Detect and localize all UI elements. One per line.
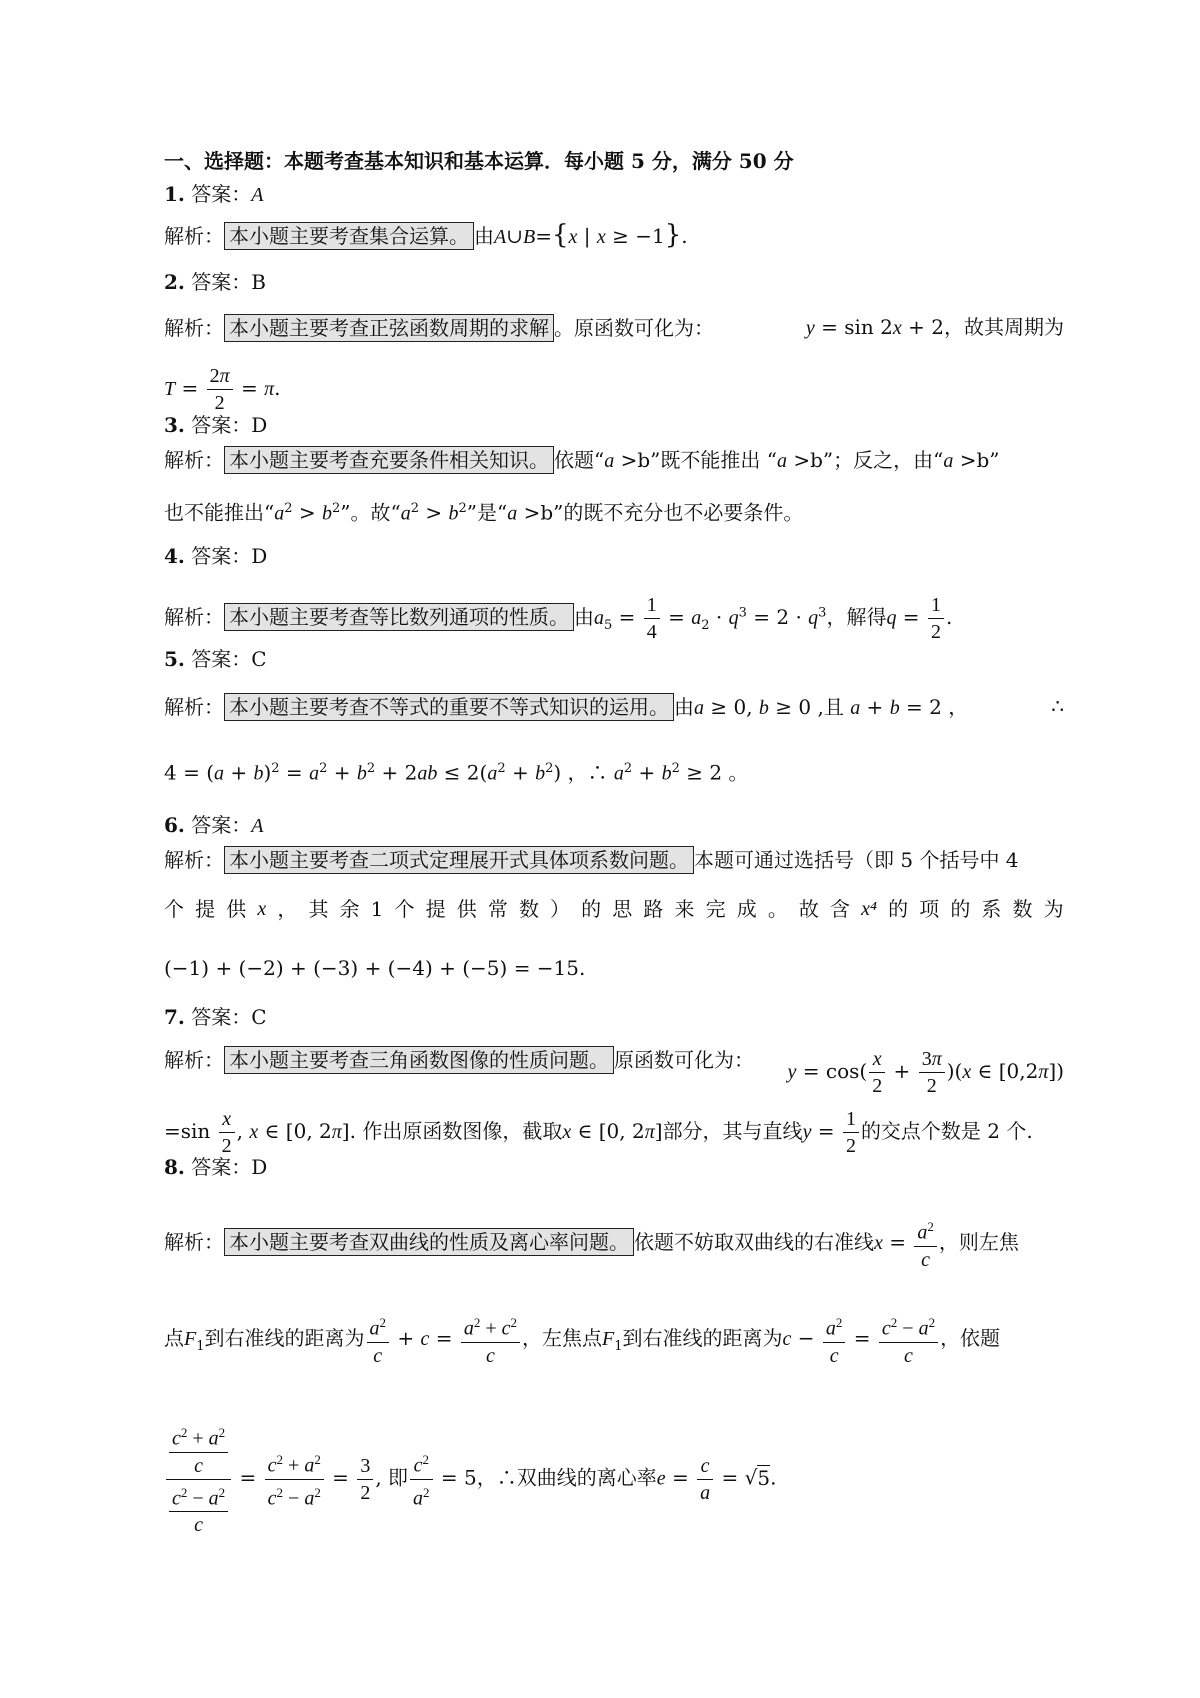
compound-fraction: $\frac{\frac{c^2 + a^2}{c}}{\frac{c^2 - a^2}{c}}$ (166, 1420, 231, 1538)
q7-analysis: 解析： 本小题主要考查三角函数图像的性质问题。 原函数可化为： y = cos( $\frac{x}{2}$ + $\frac{3\pi}{2}$ )(x ∈ [0,2π]) (164, 1048, 1064, 1097)
q6-token: 供 (456, 897, 477, 921)
q3-answer-line (164, 412, 267, 438)
q8-formula-line: $\frac{\frac{c^2 + a^2}{c}}{\frac{c^2 - a^2}{c}}$ = $\frac{c^2 + a^2}{c^2 - a^2}$ = $\frac{3}{2}$ , 即 $\frac{c^2}{a^2}$ = 5，∴双曲线的离心率e = $\frac{c}{a}$ = √5. (164, 1420, 776, 1538)
q6-token: 含 (830, 897, 851, 921)
q6-topic-box: 本小题主要考查二项式定理展开式具体项系数问题。 (224, 846, 694, 874)
fraction: $\frac{3}{2}$ (357, 1453, 373, 1506)
q1-topic-box: 本小题主要考查集合运算。 (224, 222, 474, 250)
q4-answer-line (164, 543, 267, 569)
q3-number: 3. (164, 413, 185, 437)
q5-text: 由 (674, 695, 694, 719)
q6-token: 来 (674, 897, 695, 921)
q3-text: ”；反之，由“ (822, 448, 944, 472)
analysis-label: 解析： (164, 1229, 224, 1254)
q2-text2: ，故其周期为 (944, 315, 1064, 339)
q2-analysis: 解析： 本小题主要考查正弦函数周期的求解 。原函数可化为： y = sin 2x + 2，故其周期为 (164, 315, 1064, 340)
q8-text: 即 (388, 1465, 409, 1490)
fraction: $\frac{x}{2}$ (219, 1106, 235, 1159)
q3-text: ” (989, 448, 1000, 472)
q6-number: 6. (164, 813, 185, 837)
q7-text: 部分，其与直线 (662, 1119, 803, 1143)
fraction: $\frac{c}{a}$ (697, 1453, 713, 1506)
q5-answer: C (251, 647, 267, 671)
q4-text2: ，解得 (826, 605, 887, 629)
q3-answer: D (251, 413, 268, 437)
q5-text2: 且 (823, 695, 844, 719)
answer-label: 答案： (191, 270, 252, 294)
q2-text: 。原函数可化为： (554, 316, 714, 340)
q6-token: 余 (339, 897, 360, 921)
q6-formula-line: (−1) + (−2) + (−3) + (−4) + (−5) = −15. (164, 956, 586, 980)
q5-number: 5. (164, 647, 185, 671)
q8-text: 依题不妨取双曲线的右准线 (634, 1229, 874, 1254)
fraction: $\frac{c^2}{a^2}$ (410, 1447, 433, 1511)
q6-token: ， (277, 897, 298, 921)
q6-token: 系 (981, 897, 1002, 921)
q7-topic-box: 本小题主要考查三角函数图像的性质问题。 (224, 1046, 614, 1074)
q8-text: 点 (164, 1325, 184, 1350)
q4-topic-box: 本小题主要考查等比数列通项的性质。 (224, 603, 574, 631)
q6-token: x⁴ (861, 898, 877, 920)
q3-text: 也不能推出“ (164, 500, 275, 525)
analysis-label: 解析： (164, 1048, 224, 1072)
q6-token: 。 (767, 897, 788, 921)
analysis-label: 解析： (164, 224, 224, 248)
therefore-symbol: ∴ (587, 760, 608, 785)
q6-token: 1 (370, 897, 384, 921)
q6-token: 数 (1012, 897, 1033, 921)
fraction: $\frac{a^2}{c}$ (914, 1214, 937, 1273)
q6-token: 思 (612, 897, 633, 921)
fraction: $\frac{1}{2}$ (928, 592, 944, 645)
analysis-label: 解析： (164, 316, 224, 340)
q2-topic-box: 本小题主要考查正弦函数周期的求解 (224, 314, 554, 342)
therefore-symbol: ∴ (1051, 694, 1064, 718)
q8-analysis: 解析： 本小题主要考查双曲线的性质及离心率问题。 依题不妨取双曲线的右准线x = $\frac{a^2}{c}$ ，则左焦 (164, 1214, 1064, 1273)
answer-label: 答案： (191, 1005, 252, 1029)
q6-token: 项 (919, 897, 940, 921)
q3-analysis-line2: 也不能推出“$a^2 > b^2$”。故“$a^2 > b^2$”是“a >b”的既不充分也不必要条件。 (164, 500, 804, 525)
q8-text: ，∴双曲线的离心率 (476, 1465, 657, 1490)
q1-formula: A (494, 226, 507, 248)
q7-text: 原函数可化为： (614, 1048, 754, 1072)
q3-text: ”是“ (466, 500, 508, 525)
q5-formula-line: $4 = (a + b)^2 = a^2 + b^2 + 2ab \le 2(a^2 + b^2)$ ，∴ $a^2 + b^2 \ge 2$ 。 (164, 760, 749, 785)
q6-token: 为 (1043, 897, 1064, 921)
fraction: $\frac{x}{2}$ (869, 1046, 885, 1099)
q6-analysis (164, 846, 1064, 874)
q4-number: 4. (164, 544, 185, 568)
q3-text: ”。故“ (340, 500, 401, 525)
q6-token: 路 (643, 897, 664, 921)
q8-answer: D (251, 1155, 268, 1179)
q8-text: 到右准线的距离为 (622, 1325, 783, 1350)
q2-formula: y (805, 317, 815, 339)
q4-analysis: 解析： 本小题主要考查等比数列通项的性质。 由$a_5$ = $\frac{1}{4}$ = $a_2 \cdot q^3 = 2 \cdot q^3$，解得q = $\frac{1}{2}$ . (164, 594, 953, 643)
section-heading: 一、选择题：本题考查基本知识和基本运算．每小题 5 分，满分 50 分 (164, 149, 794, 173)
q3-text: ”既不能推出 “ (650, 448, 777, 472)
fraction: $\frac{c^2 + a^2}{c^2 - a^2}$ (265, 1447, 324, 1511)
q8-answer-line (164, 1154, 267, 1180)
q6-token: 个 (164, 897, 184, 921)
q2-number: 2. (164, 270, 185, 294)
answer-label: 答案： (191, 647, 252, 671)
answer-label: 答案： (191, 544, 252, 568)
q4-text: 由 (574, 605, 594, 629)
q1-analysis: 解析： 本小题主要考查集合运算。 由A∪B={x | x ≥ −1}. (164, 220, 688, 250)
fraction: $\frac{1}{4}$ (644, 592, 660, 645)
q8-text: ，依题 (940, 1325, 1001, 1350)
q8-text: 到右准线的距离为 (204, 1325, 365, 1350)
q7-answer-line (164, 1004, 267, 1030)
q6-token: 其 (308, 897, 329, 921)
q1-text: 由 (474, 224, 494, 248)
answer-label: 答案： (191, 413, 252, 437)
q8-analysis-line2: 点$F_1$到右准线的距离为 $\frac{a^2}{c}$ + c = $\frac{a^2 + c^2}{c}$ ，左焦点$F_1$到右准线的距离为c − $\frac{a^2}{c}$ = $\frac{c^2 - a^2}{c}$ ，依题 (164, 1310, 1064, 1369)
q6-token: 常 (487, 897, 508, 921)
q3-text: ”的既不充分也不必要条件。 (553, 500, 804, 525)
q6-token: 的 (950, 897, 971, 921)
q5-analysis: 解析： 本小题主要考查不等式的重要不等式知识的运用。 由a ≥ 0, b ≥ 0 ,且 a + b = 2 ， ∴ (164, 694, 1064, 719)
q1-number: 1. (164, 182, 185, 206)
q6-analysis-line2 (164, 896, 1064, 922)
q6-token: 成 (736, 897, 757, 921)
q6-token: 故 (798, 897, 819, 921)
q3-topic-box: 本小题主要考查充要条件相关知识。 (224, 446, 554, 474)
answer-label: 答案： (191, 182, 252, 206)
q7-analysis-line2: =sin $\frac{x}{2}$ , x ∈ [0, 2π]. 作出原函数图像，截取x ∈ [0, 2π]部分，其与直线y = $\frac{1}{2}$ 的交点个数是 2 个. (164, 1108, 1033, 1157)
q7-answer: C (251, 1005, 267, 1029)
answer-label: 答案： (191, 1155, 252, 1179)
q3-analysis: 解析： 本小题主要考查充要条件相关知识。 依题“a >b”既不能推出 “a >b”；反之，由“a >b” (164, 448, 1000, 472)
fraction: $\frac{1}{2}$ (843, 1106, 859, 1159)
q6-token: 提 (195, 897, 216, 921)
q6-token: 供 (226, 897, 247, 921)
q1-answer-line (164, 181, 263, 208)
q6-answer-line (164, 812, 263, 839)
q8-topic-box: 本小题主要考查双曲线的性质及离心率问题。 (224, 1228, 634, 1256)
fraction: $\frac{c^2 - a^2}{c}$ (879, 1310, 938, 1369)
fraction: $\frac{3\pi}{2}$ (919, 1046, 945, 1099)
fraction: $\frac{a^2}{c}$ (823, 1310, 846, 1369)
q7-text: 的交点个数是 2 个. (860, 1119, 1033, 1143)
analysis-label: 解析： (164, 695, 224, 719)
fraction: $\frac{a^2}{c}$ (367, 1310, 390, 1369)
analysis-label: 解析： (164, 448, 224, 472)
q3-text: 依题“ (554, 448, 605, 472)
q6-token: 完 (705, 897, 726, 921)
q8-text: ，左焦点 (522, 1325, 603, 1350)
q7-text: 作出原函数图像，截取 (362, 1119, 563, 1143)
analysis-label: 解析： (164, 848, 224, 872)
q7-number: 7. (164, 1005, 185, 1029)
q8-text2: ，则左焦 (938, 1229, 1019, 1254)
q6-token: 个 (394, 897, 415, 921)
q4-answer: D (251, 544, 268, 568)
q2-answer-line (164, 269, 266, 295)
q6-token: 的 (581, 897, 602, 921)
q6-token: 数 (518, 897, 539, 921)
q6-answer: A (251, 815, 264, 837)
q6-token: ） (550, 897, 571, 921)
q1-answer: A (251, 184, 264, 206)
q6-token: 提 (425, 897, 446, 921)
analysis-label: 解析： (164, 605, 224, 629)
fraction: $\frac{2\pi}{2}$ (207, 363, 233, 416)
q8-number: 8. (164, 1155, 185, 1179)
q5-answer-line (164, 646, 267, 672)
answer-label: 答案： (191, 813, 252, 837)
q2-period-formula: T = $\frac{2\pi}{2}$ = π. (164, 365, 281, 414)
q6-text: 本题可通过选括号（即 5 个括号中 4 (694, 848, 1019, 872)
q2-answer: B (251, 270, 266, 294)
fraction: $\frac{a^2 + c^2}{c}$ (461, 1310, 520, 1369)
q6-token: x (257, 898, 267, 920)
q6-token: 的 (888, 897, 909, 921)
q5-topic-box: 本小题主要考查不等式的重要不等式知识的运用。 (224, 693, 674, 721)
